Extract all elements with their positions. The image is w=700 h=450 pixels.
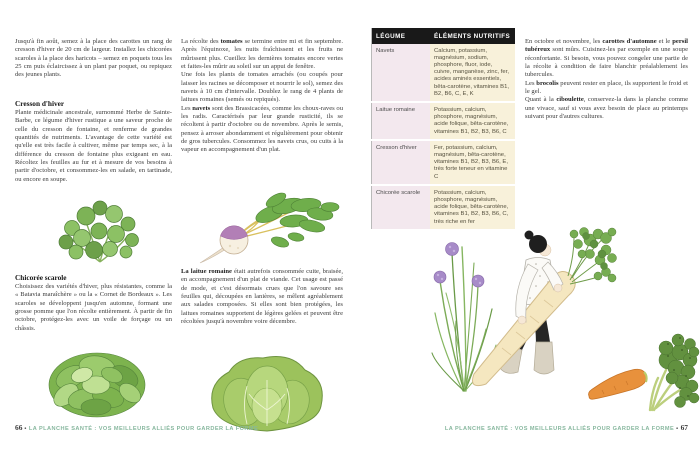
footer-separator: •	[24, 426, 27, 432]
nutrients-cell: Calcium, potassium, magnésium, sodium, phosphore, fluor, iode, cuivre, manganèse, zinc, fer, acides aminés essentiels, bêta-carotène, vitamines B1, B2, B6, C, E, K	[430, 44, 515, 102]
rotation-paragraph: Une fois les plants de tomates arrachés (ou coupés pour laisser les racines se décomposer et nourrir le sol), semez des navets à 10 cm d'intervalle. Doublez le rang de 4 plants de laitues romaines (semés ou repiqués).	[181, 71, 343, 104]
page-number: 67	[680, 423, 688, 432]
carrot-illustration	[586, 362, 650, 404]
nutrients-table	[371, 28, 515, 231]
column-two-text	[181, 38, 343, 155]
section-heading-scarole: Chicorée scarole	[15, 273, 67, 282]
legume-cell: Chicorée scarole	[372, 185, 431, 230]
turnip-illustration	[192, 190, 342, 266]
running-title: LA PLANCHE SANTÉ : VOS MEILLEURS ALLIÉS POUR GARDER LA FORME	[444, 426, 675, 432]
page-number: 66	[15, 423, 23, 432]
tomates-paragraph: La récolte des tomates se termine entre mi et fin septembre. Après l'équinoxe, les nuits fraîchissent et les fruits ne mûrissent plus. Cueillez les dernières tomates encore vertes et faites-les mûrir au soleil sur un appui de fenêtre.	[181, 38, 343, 71]
right-column-text	[525, 38, 688, 121]
romaine-lettuce-illustration	[201, 350, 333, 434]
table-row	[372, 44, 516, 102]
brocolis-paragraph: Les brocolis peuvent rester en place, ils supportent le froid et le gel.	[525, 79, 688, 96]
right-page-footer	[445, 423, 688, 432]
nutrients-cell: Potassium, calcium, phosphore, magnésium, acide folique, bêta-carotène, vitamines B1, B2, B3, B6, C	[430, 102, 515, 140]
laitue-paragraph: La laitue romaine était autrefois consommée cuite, braisée, en accompagnement d'un plat de viande. Cet usage est passé de mode, et c'est désormais crues que l'on savoure ses feuilles qui, découpées en lanières, se mêlent agréablement aux salades composées. Si elles sont bien protégées, les laitues romaines supportent de légères gelées et peuvent être récoltées jusqu'à novembre voire décembre.	[181, 268, 344, 326]
intro-paragraph: Jusqu'à fin août, semez à la place des carottes un rang de cresson d'hiver de 20 cm de largeur. Installez les chicorées scaroles à la place des haricots – semez en poquets tous les 25 cm puis éclaircissez à un plant par poquet, ou repiquez des jeunes plants.	[15, 38, 172, 79]
nutrients-cell: Fer, potassium, calcium, magnésium, bêta-carotène, vitamines B1, B2, B3, B6, E, très forte teneur en vitamine C	[430, 140, 515, 185]
navets-paragraph: Les navets sont des Brassicacées, comme les choux-raves ou les radis. Caractérisés par leur grande rusticité, ils se récoltent à partir d'octobre ou de novembre. Après le semis, pensez à arroser abondamment et régulièrement pour obtenir de gros tubercules. Consommez les navets crus, ou cuits à la vapeur en accompagnement d'un plat.	[181, 104, 344, 154]
escarole-illustration	[36, 341, 158, 425]
ciboulette-paragraph: Quant à la ciboulette, conservez-la dans la planche comme une vivace, sauf si vous avez besoin de place au printemps suivant pour d'autres cultures.	[525, 96, 688, 121]
table-header-nutrients: ÉLÉMENTS NUTRITIFS	[430, 28, 515, 44]
carottes-paragraph: En octobre et novembre, les carottes d'automne et le persil tubéreux sont mûrs. Cuisinez-les par exemple en une soupe réconfortante. Si besoin, vous pouvez congeler une partie de la récolte à condition de faire blanchir préalablement les tubercules.	[525, 38, 689, 79]
legume-cell: Laitue romaine	[372, 102, 431, 140]
watercress-illustration	[42, 186, 160, 266]
table-header-legume: LÉGUME	[372, 28, 431, 44]
footer-separator: •	[676, 426, 679, 432]
legume-cell: Navets	[372, 44, 431, 102]
scarole-paragraph: Choisissez des variétés d'hiver, plus résistantes, comme la « Batavia maraîchère » ou la « Cornet de Bordeaux ». Les scaroles se développent jusqu'en automne, formant une grosse pomme que l'on récolte entièrement. À partir de fin octobre, protégez-les avec un voile de forçage ou un châssis.	[15, 283, 172, 332]
table-header-row	[372, 28, 516, 44]
legume-cell: Cresson d'hiver	[372, 140, 431, 185]
cresson-paragraph: Plante médicinale ancestrale, surnommé Herbe de Sainte-Barbe, ce légume d'hiver rustique a une saveur proche de celle du cresson de fontaine, et renferme de grandes quantités de nutriments. L'avantage de cette variété est qu'elle est très facile à cultiver, même par temps sec, à la différence du cresson de fontaine plus exigeant en eau. Récoltez les feuilles au fur et à mesure de vos besoins à partir d'octobre, et consommez-les en salade, en tartinade, ou encore en soupe.	[15, 109, 172, 183]
table-row	[372, 102, 516, 140]
running-title: LA PLANCHE SANTÉ : VOS MEILLEURS ALLIÉS POUR GARDER LA FORME	[28, 426, 259, 432]
left-page-footer	[15, 423, 258, 432]
section-heading-cresson: Cresson d'hiver	[15, 99, 65, 108]
nutrients-cell: Potassium, calcium, phosphore, magnésium, acide folique, bêta-carotène, vitamines B1, B2, B3, B6, C, très riche en fer	[430, 185, 515, 230]
table-row	[372, 140, 516, 185]
